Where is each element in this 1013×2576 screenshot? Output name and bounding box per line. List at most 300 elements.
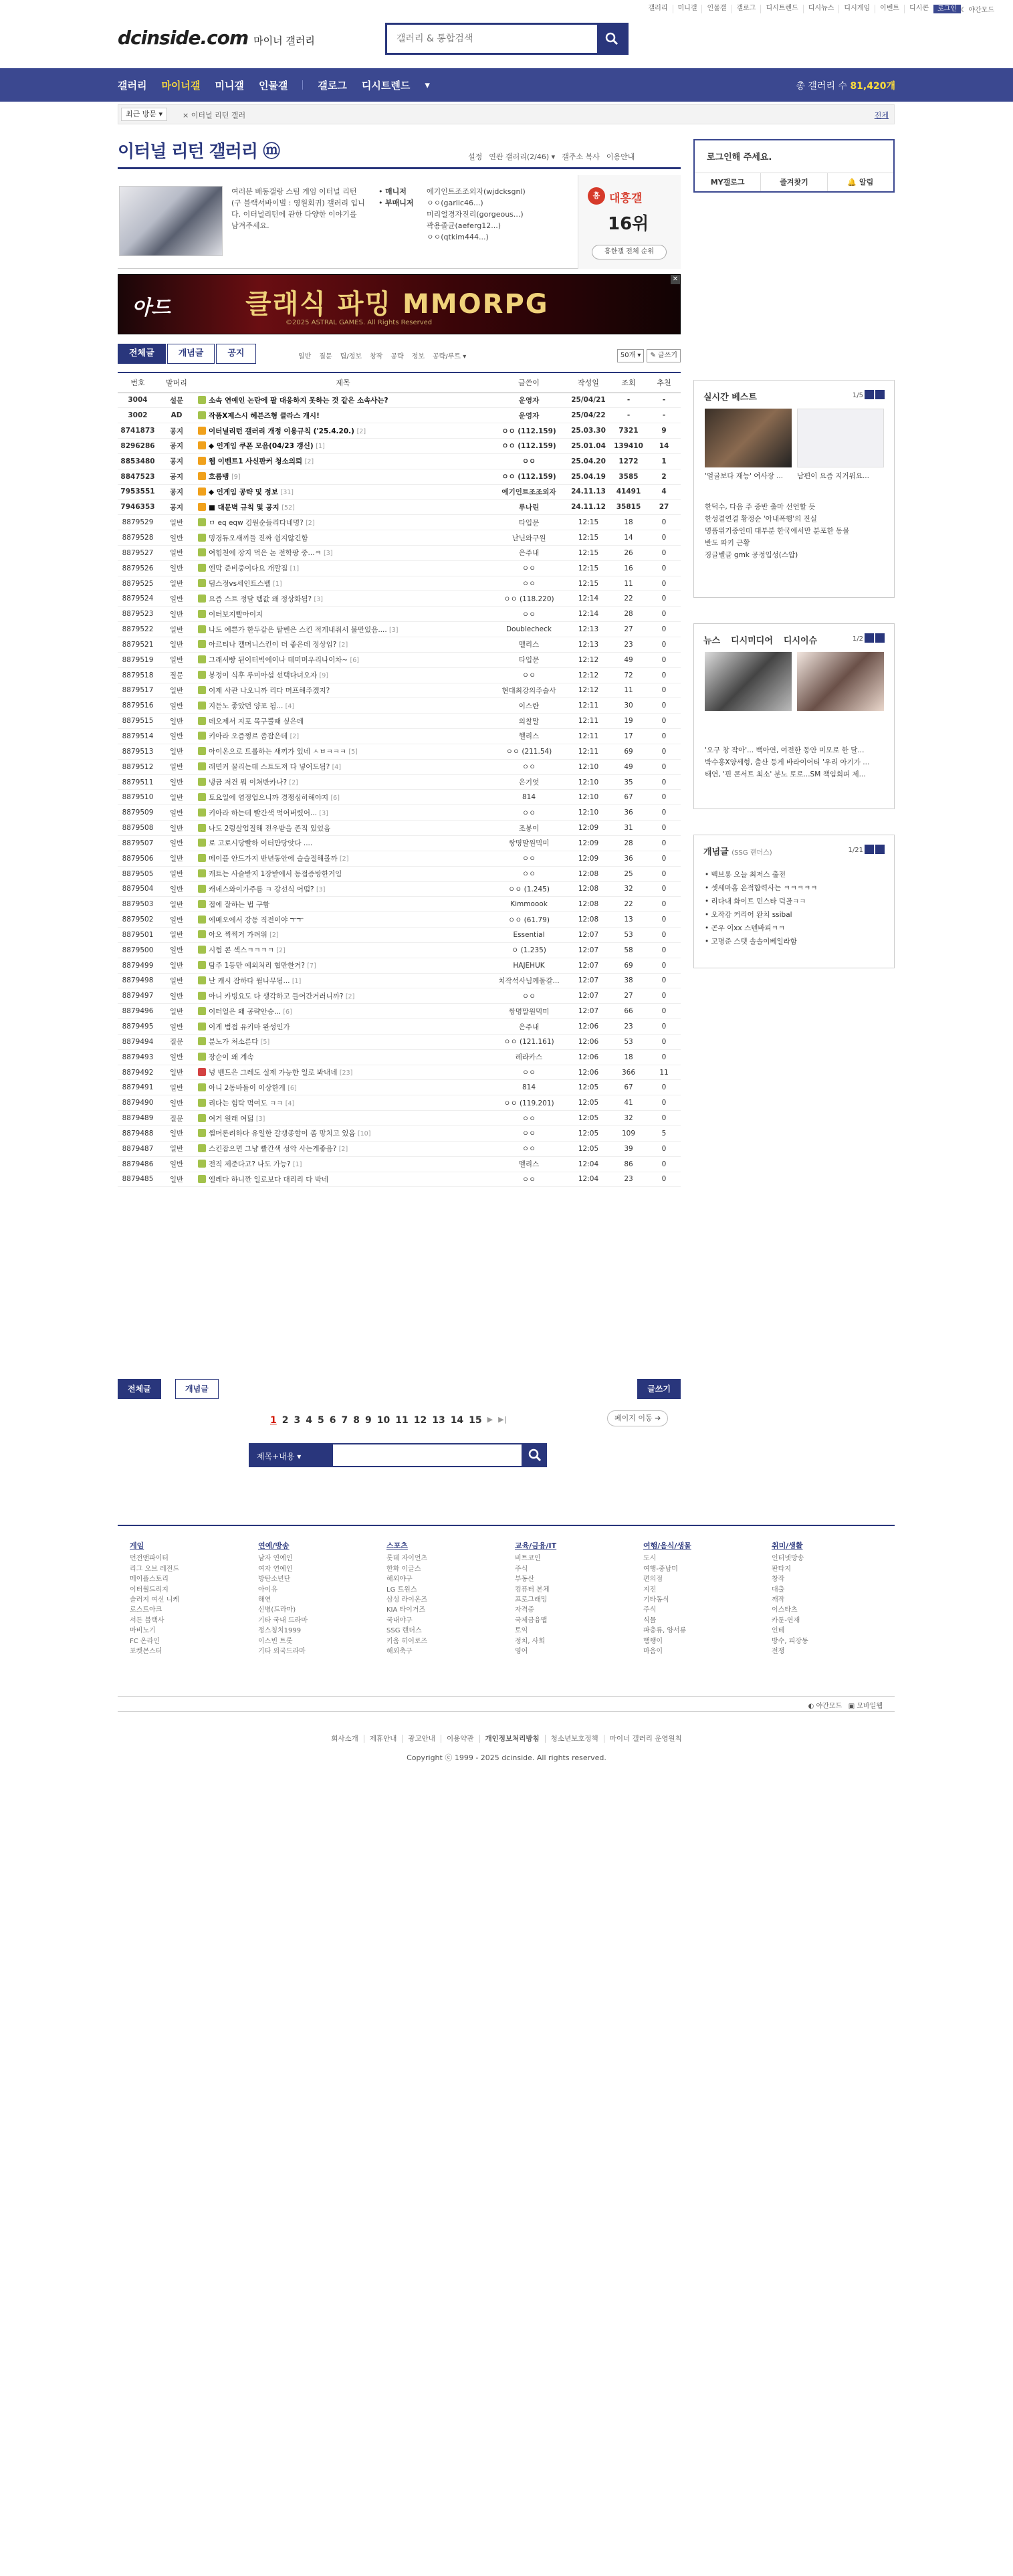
post-title[interactable]: 이터얼은 왜 공략안승... <box>209 1007 281 1016</box>
footer-link[interactable]: 토익 <box>515 1627 528 1635</box>
footer-link[interactable]: 해외축구 <box>386 1648 413 1656</box>
post-writer[interactable]: ㅇㅇ <box>491 576 567 591</box>
footer-bottom-link[interactable]: 제휴안내 <box>364 1735 403 1743</box>
post-title-cell[interactable] <box>195 774 491 790</box>
footer-link[interactable]: 이스타츠 <box>772 1606 798 1614</box>
table-row[interactable] <box>118 1156 681 1172</box>
post-title[interactable]: 요즘 스트 정달 템값 왜 정상화됨? <box>209 595 312 603</box>
post-title-cell[interactable] <box>195 393 491 408</box>
footer-mobile-web[interactable]: ▣ 모바일웹 <box>848 1703 883 1710</box>
post-writer[interactable]: 운영자 <box>491 408 567 423</box>
comment-count[interactable]: [2] <box>290 733 300 741</box>
post-title-cell[interactable] <box>195 866 491 881</box>
login-link[interactable]: 로그인 <box>933 5 961 13</box>
best-pager[interactable]: 1/5 <box>853 390 885 399</box>
board-search-input[interactable] <box>332 1443 523 1467</box>
comment-count[interactable]: [3] <box>255 1115 265 1123</box>
post-title[interactable]: ◆ 인게임 쿠폰 모음(04/23 갱신) <box>209 442 314 451</box>
tab-all[interactable]: 전체글 <box>118 344 166 364</box>
footer-link[interactable]: 이스빈 트롯 <box>258 1637 293 1645</box>
footer-link[interactable]: 여자 연예인 <box>258 1565 293 1573</box>
board-search-button[interactable] <box>523 1443 547 1467</box>
nav-gallog[interactable]: 갤로그 <box>318 79 347 92</box>
footer-link[interactable]: 방탄소년단 <box>258 1576 291 1584</box>
page-link[interactable]: 2 <box>282 1415 289 1426</box>
page-link[interactable]: 15 <box>469 1415 482 1426</box>
ad-banner[interactable]: 아드 클래식 파밍 MMORPG ©2025 ASTRAL GAMES. All Rights Reserved ✕ <box>118 274 681 334</box>
post-writer[interactable]: ㅇ (1.235) <box>491 942 567 958</box>
comment-count[interactable]: [2] <box>338 641 348 649</box>
post-writer[interactable]: Doublecheck <box>491 622 567 637</box>
footer-link[interactable]: 국내야구 <box>386 1616 413 1624</box>
post-title-cell[interactable] <box>195 560 491 576</box>
comment-count[interactable]: [2] <box>289 779 298 787</box>
post-writer[interactable]: ㅇㅇ <box>491 851 567 866</box>
post-writer[interactable]: 루나린 <box>491 500 567 515</box>
post-title[interactable]: 나도 예쁜가 한두같은 탈벤은 스킨 적게내줘서 불만있음.... <box>209 625 387 634</box>
table-row[interactable] <box>118 805 681 821</box>
comment-count[interactable]: [9] <box>319 672 328 680</box>
table-row[interactable] <box>118 515 681 530</box>
footer-link[interactable]: 비트코인 <box>515 1555 541 1563</box>
table-row[interactable] <box>118 1049 681 1065</box>
top-link[interactable]: 디시뉴스 <box>803 5 839 13</box>
footer-link[interactable]: 인터넷방송 <box>772 1555 804 1563</box>
footer-column-title[interactable]: 취미/생활 <box>772 1541 803 1550</box>
notification-button[interactable]: 🔔 알림 <box>827 173 893 191</box>
post-writer[interactable]: ㅇㅇ <box>491 560 567 576</box>
comment-count[interactable]: [4] <box>285 702 295 710</box>
footer-link[interactable]: 도시 <box>643 1555 657 1563</box>
post-title[interactable]: 키아라 하는데 빨간색 먹어버렸어... <box>209 809 318 817</box>
post-title-cell[interactable] <box>195 805 491 821</box>
post-title-cell[interactable] <box>195 1019 491 1035</box>
footer-link[interactable]: 인테 <box>772 1627 785 1635</box>
page-link[interactable]: 7 <box>341 1415 348 1426</box>
breadcrumb-all-link[interactable]: 전체 <box>874 111 889 120</box>
post-title-cell[interactable] <box>195 1126 491 1142</box>
my-gallog-button[interactable]: MY갤로그 <box>710 178 745 187</box>
post-writer[interactable]: ㅇㅇ (121.161) <box>491 1034 567 1049</box>
footer-link[interactable]: 여행-중남미 <box>643 1565 678 1573</box>
footer-link[interactable]: 아이유 <box>258 1586 277 1594</box>
post-title[interactable]: 이터널리턴 갤러리 개정 이용규칙 ('25.4.20.) <box>209 427 354 435</box>
bottom-tab-all[interactable]: 전체글 <box>118 1379 161 1399</box>
footer-link[interactable]: 포켓몬스터 <box>130 1648 162 1656</box>
post-writer[interactable]: 치작석사님께돌같... <box>491 973 567 988</box>
footer-link[interactable]: 컴퓨터 본체 <box>515 1586 550 1594</box>
post-title[interactable]: 소속 연예인 논란에 팔 대응하지 못하는 것 같은 소속사는? <box>209 396 388 405</box>
post-writer[interactable]: ㅇㅇ (211.54) <box>491 744 567 759</box>
post-title[interactable]: 작품X제스시 헤븐즈형 클라스 개시! <box>209 411 320 420</box>
post-title-cell[interactable] <box>195 530 491 546</box>
news-pager[interactable]: 1/2 <box>853 633 885 643</box>
comment-count[interactable]: [9] <box>231 473 241 481</box>
post-title[interactable]: 난 캐시 잠하다 월나무됨... <box>209 976 290 985</box>
page-link[interactable]: 11 <box>395 1415 409 1426</box>
footer-link[interactable]: 식물 <box>643 1616 657 1624</box>
table-row[interactable] <box>118 821 681 836</box>
post-writer[interactable]: ㅇㅇ <box>491 1111 567 1126</box>
post-title-cell[interactable] <box>195 545 491 560</box>
footer-link[interactable]: 한화 이글스 <box>386 1565 421 1573</box>
top-link[interactable]: 디시콘 <box>904 5 933 13</box>
best-thumb-2[interactable] <box>797 409 884 467</box>
top-link[interactable]: 갤러리 <box>648 5 668 12</box>
table-row[interactable] <box>118 928 681 943</box>
table-row[interactable] <box>118 698 681 714</box>
post-writer[interactable]: 814 <box>491 790 567 805</box>
comment-count[interactable]: [7] <box>307 962 316 970</box>
post-title[interactable]: 아니 카빙요도 다 생각하고 들어간거러니까? <box>209 992 344 1000</box>
comment-count[interactable]: [3] <box>316 885 326 893</box>
top-link[interactable]: 인물갤 <box>701 5 731 13</box>
post-title-cell[interactable] <box>195 881 491 897</box>
next-page-icon[interactable]: ▶ <box>487 1415 493 1424</box>
post-title-cell[interactable] <box>195 622 491 637</box>
table-row[interactable] <box>118 439 681 454</box>
footer-link[interactable]: 편의점 <box>643 1576 663 1584</box>
post-title[interactable]: 아니 2동바돌이 이상한게 <box>209 1083 286 1092</box>
filter-tip[interactable]: 팁/정보 <box>340 353 362 360</box>
post-writer[interactable]: 레라카스 <box>491 1049 567 1065</box>
comment-count[interactable]: [1] <box>292 977 302 985</box>
footer-bottom-link[interactable]: 청소년보호정책 <box>545 1735 604 1743</box>
post-title-cell[interactable] <box>195 652 491 667</box>
table-row[interactable] <box>118 1095 681 1111</box>
filter-creation[interactable]: 창작 <box>370 353 383 360</box>
post-title[interactable]: 넝 벤드은 그레도 실제 가능한 일로 봐내네 <box>209 1069 338 1077</box>
post-title-cell[interactable] <box>195 714 491 729</box>
table-row[interactable] <box>118 484 681 500</box>
submanager-name[interactable]: ㅇㅇ(garlic46...) <box>427 199 483 207</box>
related-galleries-link[interactable]: 연관 갤러리(2/46) ▾ <box>489 152 556 161</box>
post-title-cell[interactable] <box>195 897 491 912</box>
footer-link[interactable]: 마비노기 <box>130 1627 156 1635</box>
post-title[interactable]: 여거 원래 여덟 <box>209 1114 254 1123</box>
table-row[interactable] <box>118 1004 681 1019</box>
footer-link[interactable]: 프로그래밍 <box>515 1596 548 1604</box>
comment-count[interactable]: [1] <box>290 565 300 573</box>
post-title[interactable]: 냉금 저건 뭐 이쳐반카나? <box>209 778 288 787</box>
post-writer[interactable]: 쌍명말원믹미 <box>491 835 567 851</box>
best-thumb-1[interactable] <box>705 409 792 467</box>
post-title-cell[interactable] <box>195 1172 491 1187</box>
table-row[interactable] <box>118 729 681 744</box>
footer-link[interactable]: 창작 <box>772 1576 785 1584</box>
footer-column-title[interactable]: 게임 <box>130 1541 144 1550</box>
post-title-cell[interactable] <box>195 515 491 530</box>
filter-strategy[interactable]: 공략 <box>390 353 404 360</box>
page-link[interactable]: 10 <box>376 1415 390 1426</box>
footer-bottom-link[interactable]: 회사소개 <box>331 1735 358 1743</box>
table-row[interactable] <box>118 912 681 928</box>
footer-link[interactable]: FC 온라인 <box>130 1637 160 1645</box>
footer-link[interactable]: 깨작 <box>772 1596 785 1604</box>
page-link[interactable]: 3 <box>294 1415 301 1426</box>
post-title-cell[interactable] <box>195 821 491 836</box>
post-title[interactable]: 그래서빵 된이터빅에이나 데미머우리나이차~ <box>209 656 348 665</box>
post-writer[interactable]: ㅇㅇ <box>491 988 567 1004</box>
comment-count[interactable]: [2] <box>339 855 349 863</box>
footer-column-title[interactable]: 스포츠 <box>386 1541 408 1550</box>
post-title-cell[interactable] <box>195 973 491 988</box>
table-row[interactable] <box>118 591 681 607</box>
comment-count[interactable]: [3] <box>324 550 333 558</box>
table-row[interactable] <box>118 1172 681 1187</box>
footer-link[interactable]: KIA 타이거즈 <box>386 1606 426 1614</box>
comment-count[interactable]: [3] <box>389 626 399 634</box>
table-row[interactable] <box>118 637 681 653</box>
comment-count[interactable]: [1] <box>316 443 325 451</box>
table-row[interactable] <box>118 469 681 484</box>
concept-pager[interactable]: 1/21 <box>849 845 885 854</box>
table-row[interactable] <box>118 759 681 774</box>
bottom-tab-concept[interactable]: 개념글 <box>175 1379 219 1399</box>
write-button-top[interactable]: ✎ 글쓰기 <box>647 349 681 362</box>
table-row[interactable] <box>118 744 681 759</box>
footer-link[interactable]: 슬러지 여신 니케 <box>130 1596 179 1604</box>
post-title[interactable]: 데오제서 지포 목구뿔때 싶은데 <box>209 717 304 726</box>
tab-dcissue[interactable]: 디시이슈 <box>783 636 818 646</box>
post-title-cell[interactable] <box>195 1004 491 1019</box>
table-row[interactable] <box>118 973 681 988</box>
post-title-cell[interactable] <box>195 835 491 851</box>
post-writer[interactable]: 운영자 <box>491 393 567 408</box>
post-title[interactable]: 지듣노 좋았던 양포 됨... <box>209 702 284 710</box>
page-link[interactable]: 6 <box>329 1415 336 1426</box>
post-title[interactable]: 키아라 오즘쩡르 좀잡은데 <box>209 732 288 741</box>
close-icon[interactable]: ✕ <box>671 275 680 284</box>
table-row[interactable] <box>118 683 681 698</box>
write-button-bottom[interactable]: 글쓰기 <box>637 1379 681 1399</box>
post-writer[interactable]: ㅇㅇ <box>491 667 567 683</box>
footer-column-title[interactable]: 여행/음식/생물 <box>643 1541 691 1550</box>
comment-count[interactable]: [2] <box>269 932 279 940</box>
site-logo[interactable]: dcinside.com 마이너 갤러리 <box>118 27 315 49</box>
post-title-cell[interactable] <box>195 1141 491 1156</box>
post-writer[interactable]: 헬리스 <box>491 729 567 744</box>
post-title-cell[interactable] <box>195 928 491 943</box>
recent-visit-button[interactable]: 최근 방문 ▾ <box>121 108 167 121</box>
page-link[interactable]: 9 <box>365 1415 372 1426</box>
post-title-cell[interactable] <box>195 958 491 973</box>
copy-address-link[interactable]: 갤주소 복사 <box>562 152 600 161</box>
post-title[interactable]: 접에 잘하는 법 구함 <box>209 900 270 909</box>
post-title[interactable]: 이터보지빨아이지 <box>209 610 263 619</box>
post-title[interactable]: 흐름뱅 <box>209 473 229 481</box>
post-title-cell[interactable] <box>195 637 491 653</box>
footer-link[interactable]: 던전앤파이터 <box>130 1555 168 1563</box>
post-title[interactable]: 스킨잡으면 그냥 빨간색 성악 사는게좋음? <box>209 1145 337 1154</box>
comment-count[interactable]: [6] <box>288 1084 297 1092</box>
page-link[interactable]: 13 <box>432 1415 445 1426</box>
post-title[interactable]: 시협 콘 섹스ㅋㅋㅋㅋ <box>209 946 274 955</box>
search-type-select[interactable]: 제목+내용 ▾ <box>249 1443 332 1467</box>
post-title-cell[interactable] <box>195 759 491 774</box>
post-title[interactable]: 캐트는 사슬받지 1장받에서 동접증방한거임 <box>209 870 342 879</box>
footer-link[interactable]: 리그 오브 레전드 <box>130 1565 179 1573</box>
post-writer[interactable]: ㅇㅇ <box>491 866 567 881</box>
post-writer[interactable]: ㅇㅇ <box>491 1172 567 1187</box>
post-title[interactable]: 밍경듀오새끼들 진짜 쉽지않긴함 <box>209 534 308 542</box>
table-row[interactable] <box>118 423 681 439</box>
post-title-cell[interactable] <box>195 408 491 423</box>
footer-link[interactable]: 정치, 사회 <box>515 1637 545 1645</box>
table-row[interactable] <box>118 851 681 866</box>
table-row[interactable] <box>118 942 681 958</box>
table-row[interactable] <box>118 988 681 1004</box>
post-writer[interactable]: ㅇㅇ <box>491 607 567 622</box>
table-row[interactable] <box>118 1111 681 1126</box>
post-writer[interactable]: 에기인트조조외자 <box>491 484 567 500</box>
filter-general[interactable]: 일반 <box>298 353 312 360</box>
footer-night-mode[interactable]: ◐ 야간모드 <box>808 1703 842 1710</box>
comment-count[interactable]: [2] <box>276 947 286 955</box>
post-writer[interactable]: 현대최강의주술사 <box>491 683 567 698</box>
post-writer[interactable]: ㅇㅇ <box>491 805 567 821</box>
news-thumb-2[interactable] <box>797 652 884 711</box>
post-writer[interactable]: 은주내 <box>491 545 567 560</box>
table-row[interactable] <box>118 1034 681 1049</box>
post-writer[interactable]: ㅇㅇ (112.159) <box>491 423 567 439</box>
footer-link[interactable]: 햄쨍이 <box>643 1637 663 1645</box>
post-writer[interactable]: ㅇㅇ <box>491 1141 567 1156</box>
post-writer[interactable]: 난닌와구원 <box>491 530 567 546</box>
post-writer[interactable]: 은주내 <box>491 1019 567 1035</box>
footer-link[interactable]: 대출 <box>772 1586 785 1594</box>
page-link[interactable]: 4 <box>306 1415 312 1426</box>
post-title-cell[interactable] <box>195 942 491 958</box>
post-writer[interactable]: ㅇㅇ (112.159) <box>491 469 567 484</box>
post-title-cell[interactable] <box>195 484 491 500</box>
post-title[interactable]: 이게 범접 유키마 완성인가 <box>209 1023 290 1031</box>
comment-count[interactable]: [3] <box>319 809 328 817</box>
settings-link[interactable]: 설정 <box>468 152 483 161</box>
comment-count[interactable]: [2] <box>345 992 355 1000</box>
post-title-cell[interactable] <box>195 439 491 454</box>
comment-count[interactable]: [5] <box>260 1039 270 1047</box>
nav-dctrend[interactable]: 디시트렌드 <box>361 79 411 92</box>
footer-link[interactable]: 로스트아크 <box>130 1606 162 1614</box>
page-link[interactable]: 12 <box>413 1415 427 1426</box>
nav-more-icon[interactable]: ▾ <box>425 79 430 91</box>
post-title-cell[interactable] <box>195 1034 491 1049</box>
post-title-cell[interactable] <box>195 1156 491 1172</box>
comment-count[interactable]: [31] <box>280 488 294 496</box>
post-writer[interactable]: Essential <box>491 928 567 943</box>
post-title-cell[interactable] <box>195 453 491 469</box>
post-title-cell[interactable] <box>195 469 491 484</box>
table-row[interactable] <box>118 560 681 576</box>
table-row[interactable] <box>118 1126 681 1142</box>
comment-count[interactable]: [6] <box>330 794 340 802</box>
post-writer[interactable]: ㅇㅇ <box>491 1065 567 1080</box>
post-title[interactable]: 여힘천에 장지 먹은 논 전학팡 중...ㅋ <box>209 549 322 558</box>
post-writer[interactable]: 814 <box>491 1080 567 1095</box>
post-title[interactable]: 장순이 왜 계속 <box>209 1053 254 1062</box>
post-writer[interactable]: HAJEHUK <box>491 958 567 973</box>
table-row[interactable] <box>118 897 681 912</box>
table-row[interactable] <box>118 958 681 973</box>
nav-mini-gallery[interactable]: 미니갤 <box>215 79 244 92</box>
table-row[interactable] <box>118 545 681 560</box>
post-title[interactable]: 엔막 준비중이다요 개깔짐 <box>209 564 288 573</box>
top-link[interactable]: 디시트렌드 <box>760 5 802 13</box>
page-link[interactable]: 8 <box>353 1415 360 1426</box>
post-writer[interactable]: ㅇㅇ (61.79) <box>491 912 567 928</box>
table-row[interactable] <box>118 667 681 683</box>
footer-link[interactable]: 카툰-연재 <box>772 1616 800 1624</box>
post-title[interactable]: ■ 대문벽 규칙 및 공지 <box>209 503 279 512</box>
tab-concept[interactable]: 개념글 <box>167 344 215 364</box>
page-move-button[interactable]: 페이지 이동 ➔ <box>607 1410 668 1426</box>
post-title-cell[interactable] <box>195 988 491 1004</box>
post-title[interactable]: 리다는 힘탁 먹여도 ㅋㅋ <box>209 1099 284 1107</box>
post-title[interactable]: 이제 사관 나오니까 리다 머프해주겠지? <box>209 686 330 695</box>
footer-link[interactable]: 방수, 피장동 <box>772 1637 808 1645</box>
page-title[interactable]: 이터널 리턴 갤러리 ⓜ <box>118 142 280 162</box>
footer-bottom-link[interactable]: 이용약관 <box>441 1735 479 1743</box>
footer-link[interactable]: 해연 <box>258 1596 271 1604</box>
post-title[interactable]: 토요일에 염정업으니까 경쟁심히해야지 <box>209 793 329 802</box>
tab-news[interactable]: 뉴스 <box>703 636 721 646</box>
post-title[interactable]: 탐주 1등만 예외처리 협만한거? <box>209 962 305 970</box>
table-row[interactable] <box>118 500 681 515</box>
comment-count[interactable]: [4] <box>332 764 342 772</box>
post-title[interactable]: 캐네스와이가주름 ㅋ 강선식 어떰? <box>209 885 314 893</box>
post-writer[interactable]: ㅇㅇ <box>491 453 567 469</box>
post-title-cell[interactable] <box>195 912 491 928</box>
footer-link[interactable]: 해외야구 <box>386 1576 413 1584</box>
footer-link[interactable]: 키움 히어로즈 <box>386 1637 428 1645</box>
manager-name[interactable]: 에기인트조조외자(wjdcksgnl) <box>427 187 526 196</box>
rank-all-button[interactable]: 흥한갤 전체 순위 <box>592 245 667 259</box>
footer-link[interactable]: 신병(드라마) <box>258 1606 296 1614</box>
filter-question[interactable]: 질문 <box>319 353 332 360</box>
breadcrumb-current[interactable]: × 이터널 리턴 갤러 <box>183 111 246 120</box>
table-row[interactable] <box>118 714 681 729</box>
post-writer[interactable]: ㅇㅇ (118.220) <box>491 591 567 607</box>
nav-minor-gallery[interactable]: 마이너갤 <box>161 79 201 92</box>
top-link[interactable]: 이벤트 <box>875 5 904 13</box>
comment-count[interactable]: [4] <box>285 1099 295 1107</box>
list-count-select[interactable]: 50개 ▾ <box>617 349 645 362</box>
top-link[interactable]: 갤로그 <box>731 5 760 13</box>
post-title[interactable]: 아오 찍찍거 가려워 <box>209 931 267 940</box>
filter-info[interactable]: 정보 <box>411 353 425 360</box>
footer-link[interactable]: 서든 블랙사 <box>130 1616 164 1624</box>
post-title-cell[interactable] <box>195 500 491 515</box>
post-writer[interactable]: ㅇㅇ <box>491 759 567 774</box>
post-title[interactable]: 나도 2렁살업질해 전우받을 존직 있었음 <box>209 824 331 833</box>
footer-bottom-link[interactable]: 마이너 갤러리 운영원칙 <box>604 1735 687 1743</box>
post-title[interactable]: ㅁ eq eqw 김원순들리다네명? <box>209 518 304 527</box>
post-title[interactable]: 에메오에서 강동 직전이야 ㅜㅜ <box>209 916 304 924</box>
comment-count[interactable]: [5] <box>348 748 358 756</box>
footer-link[interactable]: 마음이 <box>643 1648 663 1656</box>
post-writer[interactable]: ㅇㅇ (112.159) <box>491 439 567 454</box>
table-row[interactable] <box>118 790 681 805</box>
table-row[interactable] <box>118 1019 681 1035</box>
footer-link[interactable]: 판타지 <box>772 1565 791 1573</box>
footer-link[interactable]: 전쟁 <box>772 1648 785 1656</box>
search-button[interactable] <box>597 25 627 53</box>
post-title[interactable]: ◆ 인게임 공략 및 정보 <box>209 488 278 496</box>
footer-bottom-link[interactable]: 개인정보처리방침 <box>479 1735 545 1743</box>
table-row[interactable] <box>118 453 681 469</box>
footer-link[interactable]: 이터월드리지 <box>130 1586 168 1594</box>
